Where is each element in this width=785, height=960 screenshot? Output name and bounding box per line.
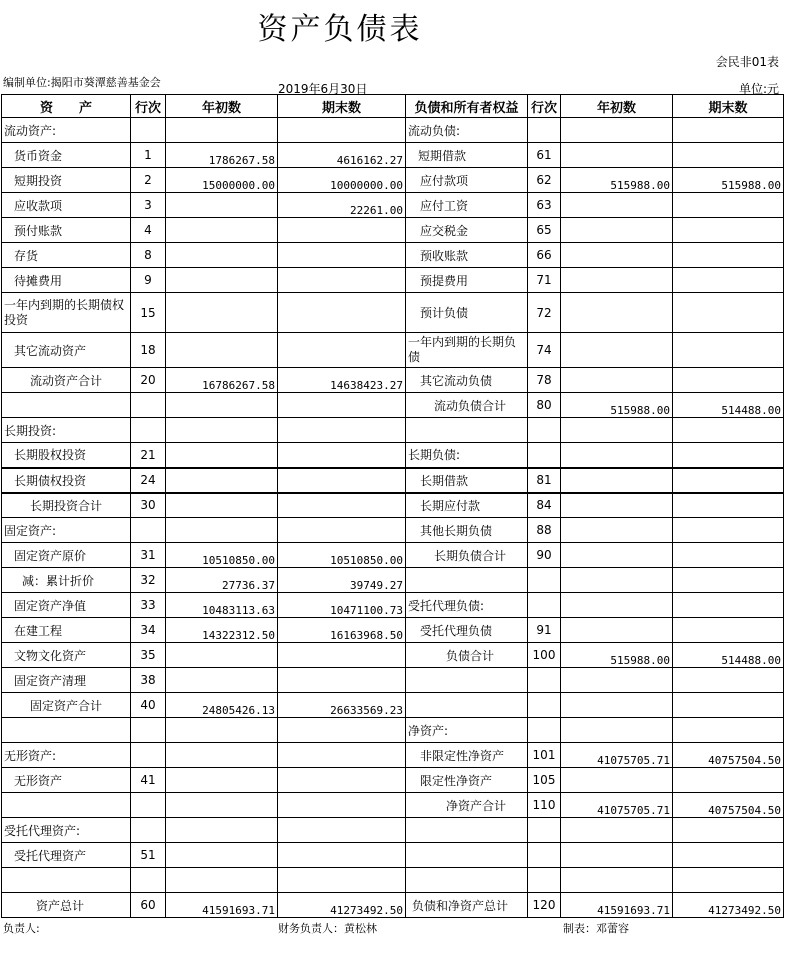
- asset-begin: [166, 193, 278, 218]
- asset-begin: [166, 868, 278, 893]
- liability-end: [673, 118, 784, 143]
- liability-line: 78: [528, 368, 561, 393]
- asset-begin: 10510850.00: [166, 543, 278, 568]
- asset-end: 41273492.50: [278, 893, 406, 918]
- asset-end: [278, 218, 406, 243]
- asset-end: [278, 118, 406, 143]
- asset-begin: [166, 393, 278, 418]
- asset-begin: 27736.37: [166, 568, 278, 593]
- asset-name: 固定资产:: [2, 518, 131, 543]
- liability-name: [406, 843, 528, 868]
- liability-name: 预提费用: [406, 268, 528, 293]
- asset-line: [131, 518, 166, 543]
- asset-end: 4616162.27: [278, 143, 406, 168]
- header-line: 行次: [131, 95, 166, 118]
- liability-end: [673, 443, 784, 468]
- liability-line: 74: [528, 333, 561, 368]
- liability-name: 限定性净资产: [406, 768, 528, 793]
- asset-end: 39749.27: [278, 568, 406, 593]
- table-row: [2, 668, 784, 693]
- liability-line: 61: [528, 143, 561, 168]
- liability-name: 长期应付款: [406, 493, 528, 518]
- table-row: [2, 743, 784, 768]
- liability-end: [673, 693, 784, 718]
- liability-line: [528, 818, 561, 843]
- liability-line: 63: [528, 193, 561, 218]
- liability-end: [673, 333, 784, 368]
- asset-name: 无形资产: [2, 768, 131, 793]
- table-row: [2, 593, 784, 618]
- liability-begin: [561, 243, 673, 268]
- liability-name: 应交税金: [406, 218, 528, 243]
- asset-name: 固定资产合计: [2, 693, 131, 718]
- liability-line: [528, 693, 561, 718]
- liability-end: [673, 818, 784, 843]
- liability-begin: 41075705.71: [561, 793, 673, 818]
- asset-begin: [166, 818, 278, 843]
- liability-end: 40757504.50: [673, 793, 784, 818]
- asset-name: [2, 868, 131, 893]
- asset-begin: [166, 468, 278, 493]
- liability-name: 其他长期负债: [406, 518, 528, 543]
- asset-line: 33: [131, 593, 166, 618]
- asset-end: [278, 818, 406, 843]
- asset-begin: [166, 443, 278, 468]
- asset-begin: [166, 118, 278, 143]
- table-row: [2, 718, 784, 743]
- liability-end: [673, 768, 784, 793]
- table-row: [2, 293, 784, 333]
- table-row: [2, 793, 784, 818]
- liability-name: 负债合计: [406, 643, 528, 668]
- asset-end: [278, 868, 406, 893]
- liability-end: [673, 718, 784, 743]
- table-row: [2, 818, 784, 843]
- asset-end: [278, 443, 406, 468]
- liability-end: [673, 618, 784, 643]
- liability-name: 一年内到期的长期负债: [406, 333, 528, 368]
- asset-begin: [166, 843, 278, 868]
- table-row: [2, 243, 784, 268]
- asset-line: 9: [131, 268, 166, 293]
- liability-end: [673, 293, 784, 333]
- liability-end: [673, 418, 784, 443]
- asset-name: 受托代理资产: [2, 843, 131, 868]
- liability-name: 长期负债:: [406, 443, 528, 468]
- liability-name: 负债和净资产总计: [406, 893, 528, 918]
- liability-begin: [561, 143, 673, 168]
- asset-line: 21: [131, 443, 166, 468]
- liability-name: 受托代理负债: [406, 618, 528, 643]
- liability-line: 62: [528, 168, 561, 193]
- liability-end: [673, 368, 784, 393]
- liability-name: 应付工资: [406, 193, 528, 218]
- liability-line: 81: [528, 468, 561, 493]
- asset-line: 32: [131, 568, 166, 593]
- table-row: [2, 693, 784, 718]
- asset-line: 18: [131, 333, 166, 368]
- liability-line: 80: [528, 393, 561, 418]
- table-row: [2, 468, 784, 493]
- asset-line: 8: [131, 243, 166, 268]
- asset-end: [278, 418, 406, 443]
- liability-name: 流动负债合计: [406, 393, 528, 418]
- asset-line: [131, 868, 166, 893]
- table-row: [2, 868, 784, 893]
- asset-line: 2: [131, 168, 166, 193]
- liability-end: [673, 518, 784, 543]
- asset-name: 在建工程: [2, 618, 131, 643]
- liability-begin: [561, 768, 673, 793]
- balance-sheet-table: [1, 94, 784, 918]
- table-row: [2, 618, 784, 643]
- asset-name: 长期股权投资: [2, 443, 131, 468]
- report-date: 2019年6月30日: [278, 82, 368, 96]
- liability-end: [673, 568, 784, 593]
- asset-end: 10000000.00: [278, 168, 406, 193]
- asset-begin: 16786267.58: [166, 368, 278, 393]
- liability-line: 71: [528, 268, 561, 293]
- asset-line: [131, 418, 166, 443]
- table-row: [2, 168, 784, 193]
- liability-begin: [561, 568, 673, 593]
- liability-end: 514488.00: [673, 643, 784, 668]
- asset-name: 资产总计: [2, 893, 131, 918]
- liability-end: [673, 493, 784, 518]
- asset-line: [131, 118, 166, 143]
- liability-line: 84: [528, 493, 561, 518]
- liability-begin: [561, 818, 673, 843]
- asset-line: [131, 793, 166, 818]
- asset-name: 长期投资:: [2, 418, 131, 443]
- header-begin: 年初数: [561, 95, 673, 118]
- liability-begin: [561, 543, 673, 568]
- footer-preparer: 制表：邓蕾容: [563, 922, 629, 935]
- asset-end: [278, 843, 406, 868]
- table-row: [2, 843, 784, 868]
- asset-end: 10471100.73: [278, 593, 406, 618]
- table-row: [2, 268, 784, 293]
- liability-line: 66: [528, 243, 561, 268]
- asset-line: 51: [131, 843, 166, 868]
- liability-name: 流动负债:: [406, 118, 528, 143]
- asset-line: 24: [131, 468, 166, 493]
- asset-line: 31: [131, 543, 166, 568]
- asset-begin: [166, 333, 278, 368]
- table-header: [2, 95, 784, 118]
- asset-begin: 10483113.63: [166, 593, 278, 618]
- table-row: [2, 393, 784, 418]
- form-code: 会民非01表: [715, 55, 779, 69]
- asset-name: 流动资产:: [2, 118, 131, 143]
- asset-end: [278, 643, 406, 668]
- liability-begin: [561, 593, 673, 618]
- liability-begin: [561, 193, 673, 218]
- asset-begin: 14322312.50: [166, 618, 278, 643]
- asset-line: 41: [131, 768, 166, 793]
- liability-name: 非限定性净资产: [406, 743, 528, 768]
- asset-end: [278, 268, 406, 293]
- table-row: [2, 493, 784, 518]
- liability-end: [673, 843, 784, 868]
- header-assets: 资 产: [2, 95, 131, 118]
- liability-line: [528, 843, 561, 868]
- liability-name: [406, 668, 528, 693]
- asset-name: 一年内到期的长期债权投资: [2, 293, 131, 333]
- liability-name: 预计负债: [406, 293, 528, 333]
- liability-line: [528, 868, 561, 893]
- liability-name: 短期借款: [406, 143, 528, 168]
- liability-name: 长期借款: [406, 468, 528, 493]
- header-begin: 年初数: [166, 95, 278, 118]
- liability-line: [528, 418, 561, 443]
- table-row: [2, 143, 784, 168]
- liability-begin: [561, 418, 673, 443]
- asset-line: 38: [131, 668, 166, 693]
- liability-line: [528, 568, 561, 593]
- liability-begin: [561, 218, 673, 243]
- liability-name: 其它流动负债: [406, 368, 528, 393]
- asset-name: [2, 793, 131, 818]
- liability-line: 90: [528, 543, 561, 568]
- liability-end: [673, 268, 784, 293]
- asset-line: 3: [131, 193, 166, 218]
- liability-name: 净资产合计: [406, 793, 528, 818]
- liability-begin: [561, 293, 673, 333]
- asset-end: 14638423.27: [278, 368, 406, 393]
- table-row: [2, 543, 784, 568]
- asset-begin: [166, 768, 278, 793]
- liability-line: 91: [528, 618, 561, 643]
- asset-name: 短期投资: [2, 168, 131, 193]
- asset-begin: [166, 293, 278, 333]
- liability-begin: [561, 693, 673, 718]
- table-row: [2, 218, 784, 243]
- asset-line: 35: [131, 643, 166, 668]
- liability-begin: [561, 118, 673, 143]
- liability-line: 65: [528, 218, 561, 243]
- liability-begin: 515988.00: [561, 393, 673, 418]
- liability-begin: [561, 468, 673, 493]
- table-row: [2, 568, 784, 593]
- asset-begin: [166, 268, 278, 293]
- asset-begin: [166, 668, 278, 693]
- asset-end: [278, 768, 406, 793]
- asset-name: 货币资金: [2, 143, 131, 168]
- asset-name: 无形资产:: [2, 743, 131, 768]
- table-row: [2, 443, 784, 468]
- asset-begin: [166, 243, 278, 268]
- asset-name: 长期投资合计: [2, 493, 131, 518]
- liability-end: [673, 543, 784, 568]
- asset-end: [278, 293, 406, 333]
- liability-line: 120: [528, 893, 561, 918]
- asset-end: [278, 793, 406, 818]
- asset-begin: [166, 793, 278, 818]
- asset-begin: [166, 493, 278, 518]
- asset-begin: 1786267.58: [166, 143, 278, 168]
- liability-name: 长期负债合计: [406, 543, 528, 568]
- asset-end: 16163968.50: [278, 618, 406, 643]
- asset-name: 固定资产原价: [2, 543, 131, 568]
- asset-name: [2, 393, 131, 418]
- liability-line: [528, 593, 561, 618]
- header-end: 期末数: [278, 95, 406, 118]
- liability-begin: [561, 843, 673, 868]
- asset-name: 待摊费用: [2, 268, 131, 293]
- asset-line: 15: [131, 293, 166, 333]
- asset-begin: 15000000.00: [166, 168, 278, 193]
- liability-line: 105: [528, 768, 561, 793]
- table-row: [2, 368, 784, 393]
- liability-name: [406, 418, 528, 443]
- liability-name: [406, 818, 528, 843]
- liability-begin: [561, 443, 673, 468]
- liability-name: [406, 693, 528, 718]
- liability-line: 88: [528, 518, 561, 543]
- liability-end: [673, 143, 784, 168]
- liability-begin: [561, 518, 673, 543]
- asset-name: 固定资产净值: [2, 593, 131, 618]
- liability-end: [673, 668, 784, 693]
- asset-line: 4: [131, 218, 166, 243]
- footer-responsible: 负责人:: [3, 922, 40, 935]
- asset-line: 60: [131, 893, 166, 918]
- asset-end: 22261.00: [278, 193, 406, 218]
- header-line: 行次: [528, 95, 561, 118]
- asset-name: 预付账款: [2, 218, 131, 243]
- asset-begin: [166, 418, 278, 443]
- liability-begin: [561, 668, 673, 693]
- liability-name: [406, 568, 528, 593]
- asset-begin: [166, 718, 278, 743]
- liability-begin: 41075705.71: [561, 743, 673, 768]
- liability-line: 100: [528, 643, 561, 668]
- table-row: [2, 333, 784, 368]
- asset-name: 受托代理资产:: [2, 818, 131, 843]
- asset-end: [278, 668, 406, 693]
- org-name: 编制单位:揭阳市葵潭慈善基金会: [3, 76, 161, 89]
- asset-line: 34: [131, 618, 166, 643]
- asset-name: [2, 718, 131, 743]
- asset-line: 20: [131, 368, 166, 393]
- liability-line: [528, 668, 561, 693]
- asset-end: [278, 718, 406, 743]
- liability-name: [406, 868, 528, 893]
- header-end: 期末数: [673, 95, 784, 118]
- footer-finance: 财务负责人：黄松林: [278, 922, 377, 935]
- liability-begin: 515988.00: [561, 168, 673, 193]
- liability-line: 72: [528, 293, 561, 333]
- asset-line: 30: [131, 493, 166, 518]
- asset-line: [131, 818, 166, 843]
- asset-name: 长期债权投资: [2, 468, 131, 493]
- liability-line: [528, 718, 561, 743]
- liability-end: 515988.00: [673, 168, 784, 193]
- liability-name: 净资产:: [406, 718, 528, 743]
- table-row: [2, 518, 784, 543]
- liability-end: 514488.00: [673, 393, 784, 418]
- table-row: [2, 893, 784, 918]
- asset-begin: [166, 743, 278, 768]
- liability-line: 110: [528, 793, 561, 818]
- liability-name: 应付款项: [406, 168, 528, 193]
- liability-end: 41273492.50: [673, 893, 784, 918]
- asset-begin: [166, 518, 278, 543]
- asset-name: 固定资产清理: [2, 668, 131, 693]
- liability-end: [673, 193, 784, 218]
- liability-begin: [561, 493, 673, 518]
- liability-end: 40757504.50: [673, 743, 784, 768]
- table-row: [2, 643, 784, 668]
- asset-name: 存货: [2, 243, 131, 268]
- asset-line: [131, 718, 166, 743]
- asset-name: 流动资产合计: [2, 368, 131, 393]
- table-row: [2, 118, 784, 143]
- liability-end: [673, 243, 784, 268]
- asset-line: 1: [131, 143, 166, 168]
- asset-end: [278, 333, 406, 368]
- liability-line: [528, 118, 561, 143]
- table-row: [2, 193, 784, 218]
- asset-end: 10510850.00: [278, 543, 406, 568]
- table-row: [2, 418, 784, 443]
- liability-begin: [561, 333, 673, 368]
- liability-line: [528, 443, 561, 468]
- liability-begin: 41591693.71: [561, 893, 673, 918]
- asset-begin: [166, 643, 278, 668]
- asset-end: [278, 468, 406, 493]
- asset-name: 其它流动资产: [2, 333, 131, 368]
- liability-end: [673, 468, 784, 493]
- table-row: [2, 768, 784, 793]
- asset-line: [131, 393, 166, 418]
- asset-name: 应收款项: [2, 193, 131, 218]
- asset-end: 26633569.23: [278, 693, 406, 718]
- liability-begin: [561, 618, 673, 643]
- asset-name: 文物文化资产: [2, 643, 131, 668]
- liability-begin: [561, 718, 673, 743]
- liability-begin: [561, 368, 673, 393]
- asset-line: 40: [131, 693, 166, 718]
- asset-end: [278, 518, 406, 543]
- liability-name: 受托代理负债:: [406, 593, 528, 618]
- asset-line: [131, 743, 166, 768]
- liability-end: [673, 218, 784, 243]
- asset-end: [278, 743, 406, 768]
- liability-begin: 515988.00: [561, 643, 673, 668]
- asset-begin: 41591693.71: [166, 893, 278, 918]
- header-liabilities: 负债和所有者权益: [406, 95, 528, 118]
- liability-line: 101: [528, 743, 561, 768]
- liability-end: [673, 868, 784, 893]
- liability-begin: [561, 268, 673, 293]
- liability-end: [673, 593, 784, 618]
- asset-begin: [166, 218, 278, 243]
- asset-begin: 24805426.13: [166, 693, 278, 718]
- liability-begin: [561, 868, 673, 893]
- currency-unit: 单位:元: [738, 82, 779, 96]
- asset-end: [278, 243, 406, 268]
- asset-end: [278, 393, 406, 418]
- asset-end: [278, 493, 406, 518]
- liability-name: 预收账款: [406, 243, 528, 268]
- asset-name: 减：累计折价: [2, 568, 131, 593]
- page-title: 资产负债表: [257, 12, 423, 47]
